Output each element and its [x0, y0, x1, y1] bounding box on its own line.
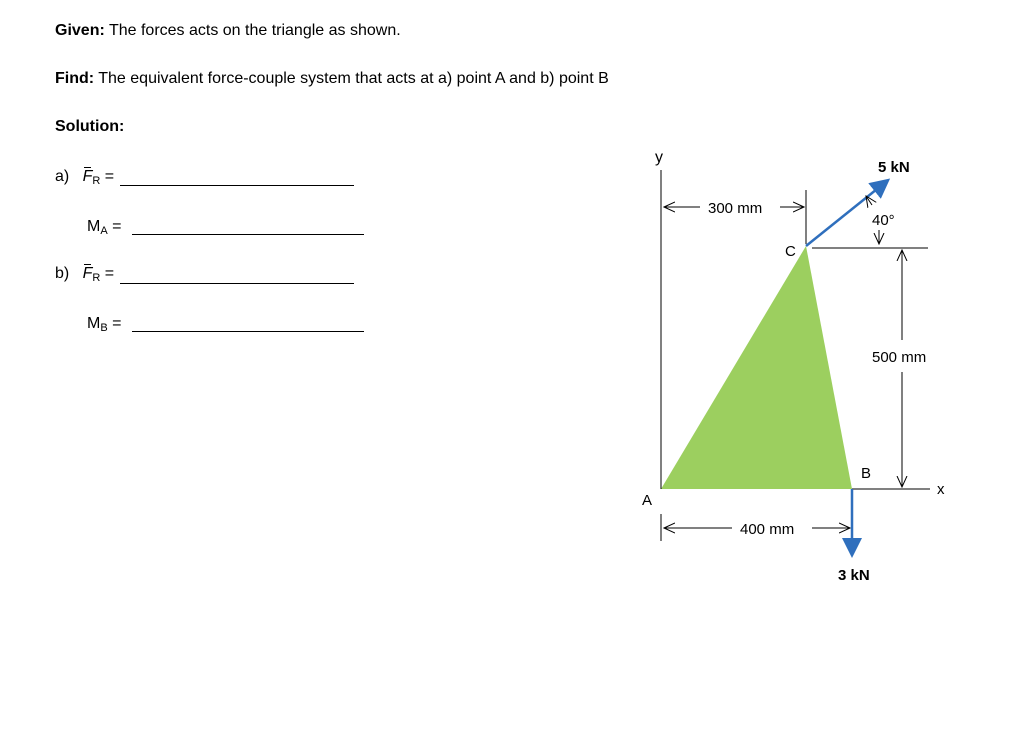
angle-label: 40°	[872, 212, 895, 229]
force-5kn-label: 5 kN	[878, 159, 910, 176]
fr-b-eq: =	[104, 265, 115, 282]
find-label: Find:	[55, 70, 95, 87]
answer-b-tag: b)	[55, 265, 70, 282]
given-label: Given:	[55, 22, 105, 39]
fr-b-sub: R	[92, 272, 101, 284]
dim-bottom-label: 400 mm	[740, 521, 795, 538]
angle-arrow-up	[866, 196, 872, 205]
answer-a-tag: a)	[55, 168, 70, 185]
fr-a-sub: R	[92, 175, 101, 187]
ma-sub: A	[100, 225, 108, 237]
force-3kn-label: 3 kN	[838, 567, 870, 584]
point-a-label: A	[642, 492, 653, 509]
triangle-plate	[661, 246, 852, 489]
ma-eq: =	[112, 218, 122, 235]
mb-sub: B	[100, 322, 108, 334]
point-c-label: C	[785, 243, 796, 260]
find-text: The equivalent force-couple system that acts at a) point A and b) point B	[98, 70, 609, 87]
ma-symbol: M	[87, 218, 101, 235]
fr-a-eq: =	[104, 168, 115, 185]
dim-top-label: 300 mm	[708, 200, 763, 217]
solution-label: Solution:	[55, 118, 125, 135]
fr-b-symbol: F	[82, 265, 93, 282]
axis-y-label: y	[655, 149, 663, 166]
fr-a-symbol: F	[82, 168, 93, 185]
point-b-label: B	[861, 465, 872, 482]
given-text: The forces acts on the triangle as shown.	[108, 22, 401, 39]
dim-right-label: 500 mm	[872, 349, 927, 366]
axis-x-label: x	[937, 481, 945, 498]
mb-eq: =	[112, 315, 122, 332]
mb-symbol: M	[87, 315, 101, 332]
